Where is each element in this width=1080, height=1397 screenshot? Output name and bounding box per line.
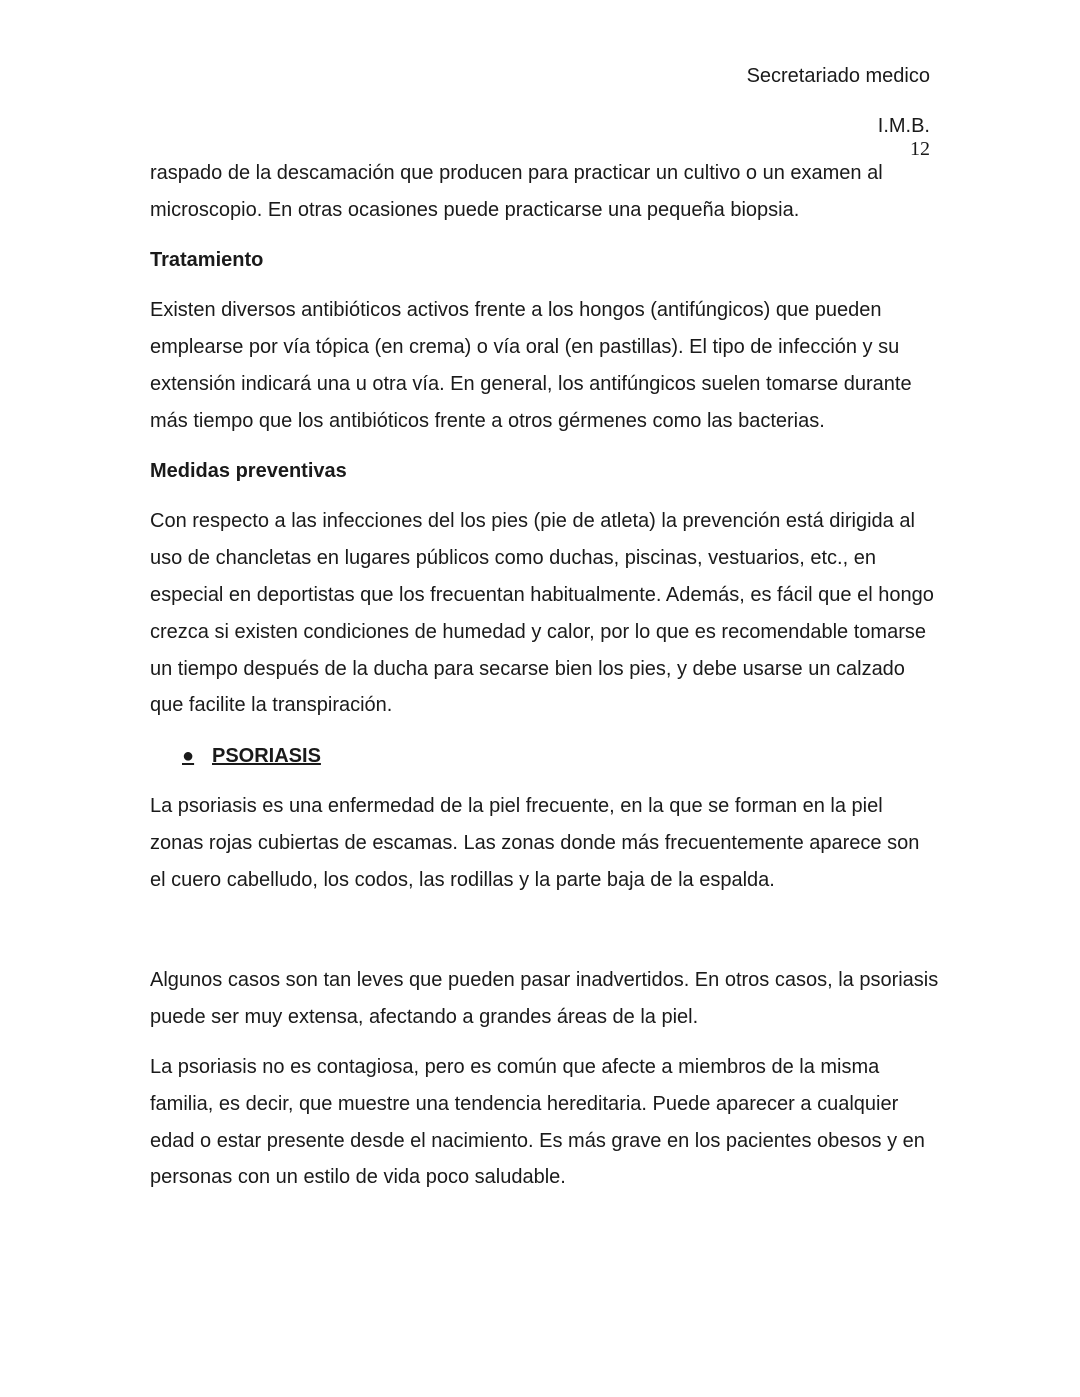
paragraph-psoriasis-intro: La psoriasis es una enfermedad de la piel frecuente, en la que se forman en la piel zonas rojas cubiertas de escamas. Las zonas donde más frecuentemente aparece son el cuero cabelludo, los codos, las rodillas y la parte baja de la espalda.: [150, 794, 920, 891]
section-heading-medidas-preventivas: Medidas preventivas: [150, 460, 347, 483]
paragraph-medidas-preventivas: Con respecto a las infecciones del los pies (pie de atleta) la prevención está dirigida al uso de chancletas en lugares públicos como duchas, piscinas, vestuarios, etc., en especial en deportistas que los frecuentan habitualmente. Además, es fácil que el hongo crezca si existen condiciones de humedad y calor, por lo que es recomendable tomarse un tiempo después de la ducha para secarse bien los pies, y debe usarse un calzado que facilite la transpiración.: [150, 510, 934, 717]
bullet-heading-label: PSORIASIS: [212, 744, 321, 767]
header-title: Secretariado medico: [746, 65, 930, 87]
page-number: 12: [910, 138, 930, 160]
paragraph-diagnostico-continuation: raspado de la descamación que producen para practicar un cultivo o un examen al microscopio. En otras ocasiones puede practicarse una pequeña biopsia.: [150, 162, 883, 221]
bullet-heading-psoriasis: [150, 738, 940, 775]
header-initials: I.M.B.: [877, 115, 930, 137]
paragraph-psoriasis-heredity: La psoriasis no es contagiosa, pero es común que afecte a miembros de la misma familia, es decir, que muestre una tendencia hereditaria. Puede aparecer a cualquier edad o estar presente desde el nacimiento. Es más grave en los pacientes obesos y en personas con un estilo de vida poco saludable.: [150, 1055, 925, 1189]
bullet-icon: ●: [182, 744, 195, 767]
blank-spacer: [150, 912, 940, 962]
section-heading-tratamiento: Tratamiento: [150, 249, 264, 272]
paragraph-psoriasis-severity: Algunos casos son tan leves que pueden pasar inadvertidos. En otros casos, la psoriasis puede ser muy extensa, afectando a grandes áreas de la piel.: [150, 968, 939, 1028]
paragraph-tratamiento: Existen diversos antibióticos activos frente a los hongos (antifúngicos) que pueden emplearse por vía tópica (en crema) o vía oral (en pastillas). El tipo de infección y su extensión indicará una u otra vía. En general, los antifúngicos suelen tomarse durante más tiempo que los antibióticos frente a otros gérmenes como las bacterias.: [150, 299, 912, 432]
document-body: [150, 155, 940, 1210]
